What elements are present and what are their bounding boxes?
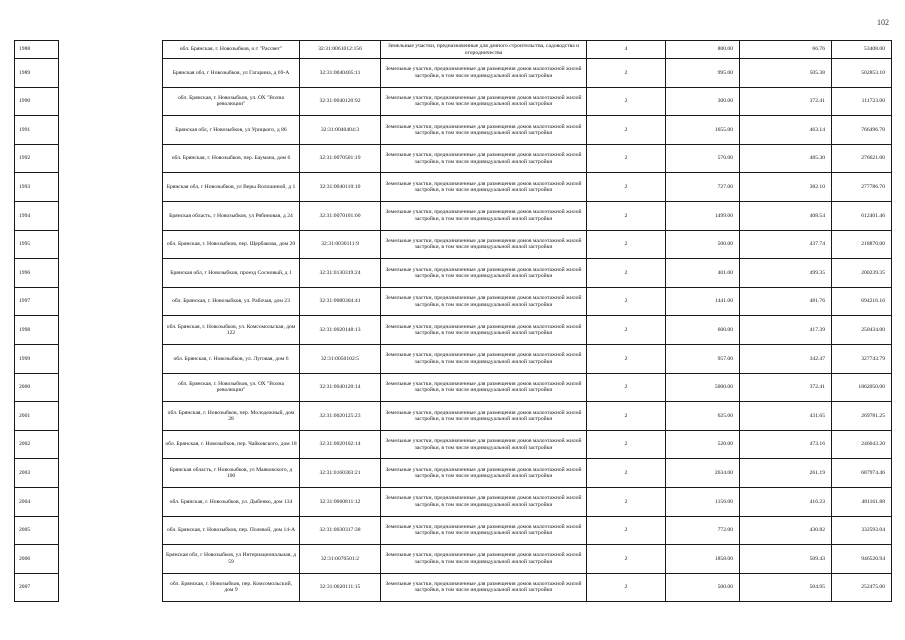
land-use-cell: Земельные участки, предназначенные для размещения домов малоэтажной жилой застройки, в том числе индивидуальной жилой застройки xyxy=(381,430,587,459)
cadastral-number-cell: 32:31:0061012:156 xyxy=(300,41,381,59)
area-cell: 1441.00 xyxy=(666,287,740,316)
land-use-cell: Земельные участки, предназначенные для размещения домов малоэтажной жилой застройки, в том числе индивидуальной жилой застройки xyxy=(381,487,587,516)
cadastral-value-cell: 694216.16 xyxy=(832,287,892,316)
area-cell: 600.00 xyxy=(666,316,740,345)
cadastral-value-cell: 332593.04 xyxy=(832,516,892,545)
row-number: 1988 xyxy=(15,41,59,59)
table-row xyxy=(15,459,892,488)
category-cell: 2 xyxy=(587,259,666,288)
cadastral-number-cell: 32:31:0020148:13 xyxy=(300,316,381,345)
row-number: 1997 xyxy=(15,287,59,316)
category-cell: 2 xyxy=(587,87,666,116)
cadastral-value-cell: 687974.46 xyxy=(832,459,892,488)
land-use-cell: Земельные участки, предназначенные для размещения домов малоэтажной жилой застройки, в том числе индивидуальной жилой застройки xyxy=(381,344,587,373)
row-number: 2007 xyxy=(15,573,59,602)
table-row xyxy=(15,402,892,431)
spacer-cell xyxy=(59,41,163,59)
address-cell: Брянская обл, г Новозыбков, ул Веры Волошиной, д 1 xyxy=(163,173,300,202)
table-row xyxy=(15,230,892,259)
row-number: 2006 xyxy=(15,545,59,574)
address-cell: обл. Брянская, г. Новозыбков, ул. ОХ "Волна революции" xyxy=(163,373,300,402)
row-number: 1996 xyxy=(15,259,59,288)
address-cell: обл. Брянская, г. Новозыбков, ул. Комсомольская, дом 122 xyxy=(163,316,300,345)
address-cell: Брянская обл, г Новозыбков, ул Интернациональная, д 59 xyxy=(163,545,300,574)
specific-value-cell: 342.47 xyxy=(740,344,832,373)
table-row xyxy=(15,173,892,202)
area-cell: 957.00 xyxy=(666,344,740,373)
table-row xyxy=(15,144,892,173)
address-cell: Брянская обл, г Новозыбков, проезд Сосновый, д 1 xyxy=(163,259,300,288)
row-number: 1990 xyxy=(15,87,59,116)
area-cell: 1499.00 xyxy=(666,201,740,230)
specific-value-cell: 509.43 xyxy=(740,545,832,574)
cadastral-number-cell: 32:31:0080304:41 xyxy=(300,287,381,316)
row-number: 2003 xyxy=(15,459,59,488)
address-cell: обл. Брянская, г. Новозыбков, о.т "Рассвет" xyxy=(163,41,300,59)
address-cell: обл. Брянская, г. Новозыбков, пер. Щербакова, дом 20 xyxy=(163,230,300,259)
specific-value-cell: 431.65 xyxy=(740,402,832,431)
spacer-cell xyxy=(59,545,163,574)
address-cell: обл. Брянская, г. Новозыбков, пер. Баумана, дом 6 xyxy=(163,144,300,173)
page-number: 102 xyxy=(877,18,889,27)
category-cell: 2 xyxy=(587,287,666,316)
cadastral-number-cell: 32:31:0040404:3 xyxy=(300,116,381,145)
area-cell: 500.00 xyxy=(666,230,740,259)
address-cell: обл. Брянская, г. Новозыбков, пер. Комсомольский, дом 9 xyxy=(163,573,300,602)
area-cell: 2634.00 xyxy=(666,459,740,488)
cadastral-number-cell: 32:31:0070501:19 xyxy=(300,144,381,173)
cadastral-value-cell: 53408.00 xyxy=(832,41,892,59)
row-number: 1999 xyxy=(15,344,59,373)
land-use-cell: Земельные участки, предназначенные для размещения домов малоэтажной жилой застройки, в том числе индивидуальной жилой застройки xyxy=(381,459,587,488)
specific-value-cell: 504.95 xyxy=(740,573,832,602)
category-cell: 2 xyxy=(587,516,666,545)
land-use-cell: Земельные участки, предназначенные для дачного строительства, садоводства и огородничества xyxy=(381,41,587,59)
spacer-cell xyxy=(59,259,163,288)
area-cell: 1156.00 xyxy=(666,487,740,516)
area-cell: 300.00 xyxy=(666,87,740,116)
cadastral-value-cell: 946520.94 xyxy=(832,545,892,574)
specific-value-cell: 473.16 xyxy=(740,430,832,459)
land-use-cell: Земельные участки, предназначенные для размещения домов малоэтажной жилой застройки, в том числе индивидуальной жилой застройки xyxy=(381,116,587,145)
spacer-cell xyxy=(59,116,163,145)
spacer-cell xyxy=(59,316,163,345)
area-cell: 772.00 xyxy=(666,516,740,545)
cadastral-number-cell: 32:31:0030111:9 xyxy=(300,230,381,259)
cadastral-value-cell: 481161.88 xyxy=(832,487,892,516)
cadastral-number-cell: 32:31:0160303:21 xyxy=(300,459,381,488)
area-cell: 570.00 xyxy=(666,144,740,173)
row-number: 1989 xyxy=(15,59,59,88)
area-cell: 5000.00 xyxy=(666,373,740,402)
land-use-cell: Земельные участки, предназначенные для размещения домов малоэтажной жилой застройки, в том числе индивидуальной жилой застройки xyxy=(381,144,587,173)
spacer-cell xyxy=(59,459,163,488)
specific-value-cell: 499.35 xyxy=(740,259,832,288)
area-cell: 625.00 xyxy=(666,402,740,431)
land-use-cell: Земельные участки, предназначенные для размещения домов малоэтажной жилой застройки, в том числе индивидуальной жилой застройки xyxy=(381,259,587,288)
table-row xyxy=(15,545,892,574)
row-number: 1993 xyxy=(15,173,59,202)
table-row xyxy=(15,287,892,316)
land-use-cell: Земельные участки, предназначенные для размещения домов малоэтажной жилой застройки, в том числе индивидуальной жилой застройки xyxy=(381,516,587,545)
cadastral-number-cell: 32:31:0130319:24 xyxy=(300,259,381,288)
spacer-cell xyxy=(59,344,163,373)
row-number: 2002 xyxy=(15,430,59,459)
cadastral-value-cell: 252475.00 xyxy=(832,573,892,602)
cadastral-number-cell: 32:31:0020125:23 xyxy=(300,402,381,431)
land-use-cell: Земельные участки, предназначенные для размещения домов малоэтажной жилой застройки, в том числе индивидуальной жилой застройки xyxy=(381,201,587,230)
land-use-cell: Земельные участки, предназначенные для размещения домов малоэтажной жилой застройки, в том числе индивидуальной жилой застройки xyxy=(381,87,587,116)
land-use-cell: Земельные участки, предназначенные для размещения домов малоэтажной жилой застройки, в том числе индивидуальной жилой застройки xyxy=(381,373,587,402)
row-number: 2004 xyxy=(15,487,59,516)
table-row xyxy=(15,316,892,345)
cadastral-value-cell: 1862050.00 xyxy=(832,373,892,402)
category-cell: 2 xyxy=(587,201,666,230)
specific-value-cell: 416.23 xyxy=(740,487,832,516)
land-use-cell: Земельные участки, предназначенные для размещения домов малоэтажной жилой застройки, в том числе индивидуальной жилой застройки xyxy=(381,59,587,88)
address-cell: Брянская область, г Новозыбков, ул Рябиновая, д 24 xyxy=(163,201,300,230)
row-number: 1994 xyxy=(15,201,59,230)
specific-value-cell: 481.76 xyxy=(740,287,832,316)
specific-value-cell: 485.30 xyxy=(740,144,832,173)
address-cell: обл. Брянская, г. Новозыбков, пер. Молодежный, дом 28 xyxy=(163,402,300,431)
category-cell: 2 xyxy=(587,459,666,488)
land-use-cell: Земельные участки, предназначенные для размещения домов малоэтажной жилой застройки, в том числе индивидуальной жилой застройки xyxy=(381,573,587,602)
cadastral-number-cell: 32:31:0070101:60 xyxy=(300,201,381,230)
category-cell: 2 xyxy=(587,430,666,459)
category-cell: 2 xyxy=(587,116,666,145)
cadastral-number-cell: 32:31:0040120:92 xyxy=(300,87,381,116)
area-cell: 800.00 xyxy=(666,41,740,59)
category-cell: 2 xyxy=(587,144,666,173)
spacer-cell xyxy=(59,573,163,602)
cadastral-number-cell: 32:31:0020102:14 xyxy=(300,430,381,459)
cadastral-value-cell: 246043.20 xyxy=(832,430,892,459)
cadastral-value-cell: 277786.70 xyxy=(832,173,892,202)
spacer-cell xyxy=(59,173,163,202)
table-row xyxy=(15,259,892,288)
table-row xyxy=(15,344,892,373)
category-cell: 2 xyxy=(587,402,666,431)
table-row xyxy=(15,430,892,459)
address-cell: Брянская область, г Новозыбков, ул Маяковского, д 100 xyxy=(163,459,300,488)
category-cell: 2 xyxy=(587,344,666,373)
spacer-cell xyxy=(59,287,163,316)
category-cell: 2 xyxy=(587,373,666,402)
category-cell: 2 xyxy=(587,487,666,516)
spacer-cell xyxy=(59,487,163,516)
cadastral-value-cell: 612401.46 xyxy=(832,201,892,230)
cadastral-number-cell: 32:31:0040110:10 xyxy=(300,173,381,202)
address-cell: Брянская обл, г Новозыбков, ул Гагарина, д 69-А xyxy=(163,59,300,88)
cadastral-number-cell: 32:31:0020111:15 xyxy=(300,573,381,602)
address-cell: обл. Брянская, г. Новозыбков, пер. Чайковского, дом 18 xyxy=(163,430,300,459)
address-cell: Брянская обл, г Новозыбков, ул Урицкого, д 86 xyxy=(163,116,300,145)
table-row xyxy=(15,573,892,602)
specific-value-cell: 372.41 xyxy=(740,373,832,402)
spacer-cell xyxy=(59,516,163,545)
table-row xyxy=(15,116,892,145)
cadastral-value-cell: 502853.10 xyxy=(832,59,892,88)
land-use-cell: Земельные участки, предназначенные для размещения домов малоэтажной жилой застройки, в том числе индивидуальной жилой застройки xyxy=(381,173,587,202)
category-cell: 2 xyxy=(587,230,666,259)
area-cell: 500.00 xyxy=(666,573,740,602)
table-row xyxy=(15,516,892,545)
category-cell: 2 xyxy=(587,316,666,345)
specific-value-cell: 417.39 xyxy=(740,316,832,345)
specific-value-cell: 505.38 xyxy=(740,59,832,88)
category-cell: 2 xyxy=(587,573,666,602)
row-number: 2005 xyxy=(15,516,59,545)
spacer-cell xyxy=(59,230,163,259)
cadastral-number-cell: 32:31:0040405:11 xyxy=(300,59,381,88)
spacer-cell xyxy=(59,87,163,116)
specific-value-cell: 66.76 xyxy=(740,41,832,59)
category-cell: 2 xyxy=(587,59,666,88)
spacer-cell xyxy=(59,201,163,230)
cadastral-number-cell: 32:31:0070501:2 xyxy=(300,545,381,574)
cadastral-number-cell: 32:31:0030317:38 xyxy=(300,516,381,545)
table-row xyxy=(15,201,892,230)
address-cell: обл. Брянская, г. Новозыбков, пер. Полевой, дом 14-А xyxy=(163,516,300,545)
address-cell: обл. Брянская, г. Новозыбков, ул. Дыбенко, дом 134 xyxy=(163,487,300,516)
spacer-cell xyxy=(59,144,163,173)
address-cell: обл. Брянская, г. Новозыбков, ул. ОХ "Волна революции" xyxy=(163,87,300,116)
cadastral-value-cell: 327743.79 xyxy=(832,344,892,373)
row-number: 1995 xyxy=(15,230,59,259)
specific-value-cell: 463.14 xyxy=(740,116,832,145)
table-row xyxy=(15,373,892,402)
table-row xyxy=(15,87,892,116)
area-cell: 1858.00 xyxy=(666,545,740,574)
specific-value-cell: 408.54 xyxy=(740,201,832,230)
specific-value-cell: 437.74 xyxy=(740,230,832,259)
table-row xyxy=(15,59,892,88)
area-cell: 727.00 xyxy=(666,173,740,202)
area-cell: 1655.00 xyxy=(666,116,740,145)
specific-value-cell: 261.19 xyxy=(740,459,832,488)
area-cell: 995.00 xyxy=(666,59,740,88)
cadastral-value-cell: 276621.00 xyxy=(832,144,892,173)
specific-value-cell: 430.82 xyxy=(740,516,832,545)
cadastral-number-cell: 32:31:0050102:5 xyxy=(300,344,381,373)
cadastral-value-cell: 111723.00 xyxy=(832,87,892,116)
category-cell: 2 xyxy=(587,545,666,574)
row-number: 1991 xyxy=(15,116,59,145)
land-use-cell: Земельные участки, предназначенные для размещения домов малоэтажной жилой застройки, в том числе индивидуальной жилой застройки xyxy=(381,402,587,431)
land-use-cell: Земельные участки, предназначенные для размещения домов малоэтажной жилой застройки, в том числе индивидуальной жилой застройки xyxy=(381,316,587,345)
row-number: 1998 xyxy=(15,316,59,345)
cadastral-value-cell: 250434.00 xyxy=(832,316,892,345)
row-number: 2001 xyxy=(15,402,59,431)
land-use-cell: Земельные участки, предназначенные для размещения домов малоэтажной жилой застройки, в том числе индивидуальной жилой застройки xyxy=(381,545,587,574)
land-use-cell: Земельные участки, предназначенные для размещения домов малоэтажной жилой застройки, в том числе индивидуальной жилой застройки xyxy=(381,287,587,316)
cadastral-value-table xyxy=(14,40,892,602)
specific-value-cell: 382.10 xyxy=(740,173,832,202)
area-cell: 401.00 xyxy=(666,259,740,288)
table-row xyxy=(15,487,892,516)
address-cell: обл. Брянская, г. Новозыбков, ул. Луговая, дом 6 xyxy=(163,344,300,373)
cadastral-value-cell: 269781.25 xyxy=(832,402,892,431)
cadastral-value-cell: 218870.00 xyxy=(832,230,892,259)
spacer-cell xyxy=(59,59,163,88)
cadastral-number-cell: 32:31:0060811:12 xyxy=(300,487,381,516)
category-cell: 4 xyxy=(587,41,666,59)
cadastral-value-cell: 766496.70 xyxy=(832,116,892,145)
land-use-cell: Земельные участки, предназначенные для размещения домов малоэтажной жилой застройки, в том числе индивидуальной жилой застройки xyxy=(381,230,587,259)
row-number: 1992 xyxy=(15,144,59,173)
row-number: 2000 xyxy=(15,373,59,402)
address-cell: обл. Брянская, г. Новозыбков, ул. Рабочая, дом 23 xyxy=(163,287,300,316)
cadastral-number-cell: 32:31:0040120:14 xyxy=(300,373,381,402)
spacer-cell xyxy=(59,373,163,402)
category-cell: 2 xyxy=(587,173,666,202)
cadastral-value-cell: 200239.35 xyxy=(832,259,892,288)
specific-value-cell: 372.41 xyxy=(740,87,832,116)
area-cell: 520.00 xyxy=(666,430,740,459)
table-row xyxy=(15,41,892,59)
spacer-cell xyxy=(59,402,163,431)
spacer-cell xyxy=(59,430,163,459)
